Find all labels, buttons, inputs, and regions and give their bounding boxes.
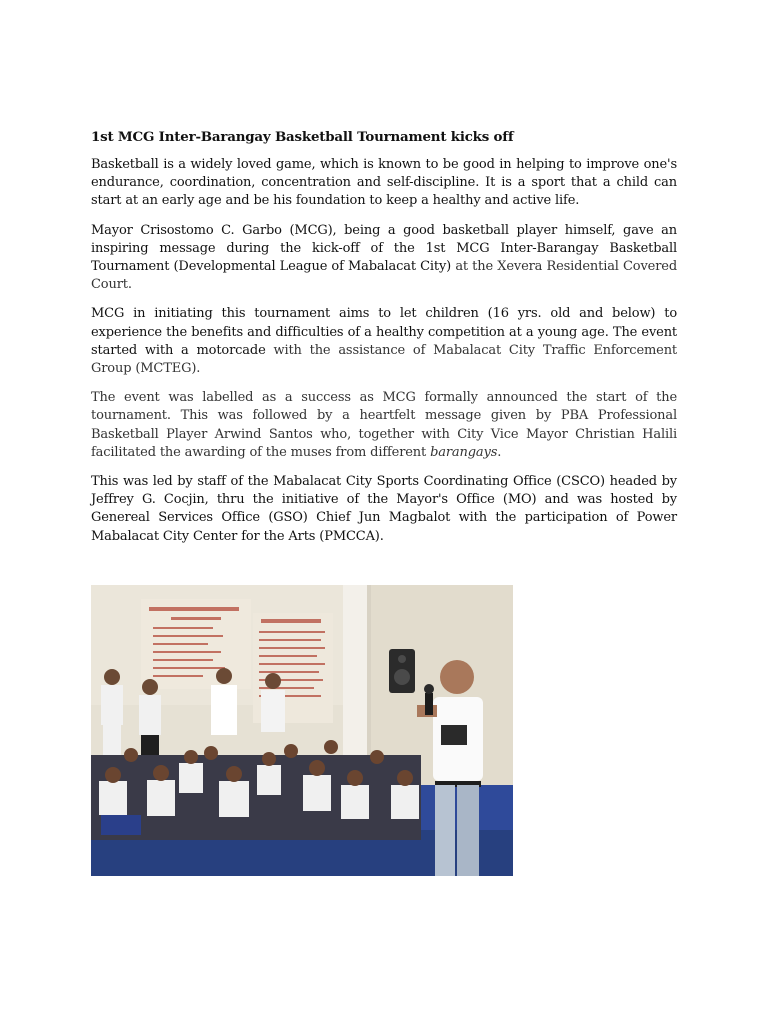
paragraph-mayor-venue: at the Xevera Residential Covered Court. — [91, 259, 677, 293]
event-photo-illustration — [91, 585, 513, 876]
article-title: 1st MCG Inter-Barangay Basketball Tournament kicks off — [91, 129, 514, 145]
paragraph-intro-text: Basketball is a widely loved game, which is known to be good in helping to improve one's endurance, coordination, concentration and self-discipline. It is a sport that a child can start at an early age and be his foundation to keep a healthy and active life. — [91, 157, 677, 209]
paragraph-staff — [91, 473, 677, 546]
paragraph-mayor-text: Mayor Crisostomo C. Garbo (MCG), being a good basketball player himself, gave an inspiring message during the kick-off of the 1st MCG Inter-Barangay Basketball Tournament (Developmental League of Mabalacat City) — [91, 222, 677, 275]
paragraph-intro — [91, 156, 677, 211]
paragraph-aims-motorcade: with the assistance of Mabalacat City Traffic Enforcement Group (MCTEG). — [91, 342, 678, 377]
article — [91, 128, 677, 557]
paragraph-aims — [91, 305, 677, 378]
paragraph-aims-text: MCG in initiating this tournament aims to let children (16 yrs. old and below) to experience the benefits and difficulties of a healthy competition at a young age. The event started with a motorcade — [91, 306, 677, 358]
paragraph-event — [91, 389, 677, 462]
paragraph-mayor — [91, 222, 677, 295]
paragraph-event-end: . — [497, 444, 502, 460]
event-photo — [91, 585, 513, 876]
paragraph-event-text: The event was labelled as a success as MCG formally announced the start of the tournament. This was followed by a heartfelt message given by PBA Professional Basketball Player Arwind Santos who, together with City Vice Mayor Christian Halili facilitated the awarding of the muses from different — [91, 390, 677, 460]
paragraph-staff-text: This was led by staff of the Mabalacat City Sports Coordinating Office (CSCO) headed by Jeffrey G. Cocjin, thru the initiative of the Mayor's Office (MO) and was hosted by Genereal Services Office (GSO) Chief Jun Magbalot with the participation of Power Mabalacat City Center for the Arts (PMCCA). — [91, 474, 677, 544]
paragraph-event-barangays: barangays — [430, 444, 498, 460]
